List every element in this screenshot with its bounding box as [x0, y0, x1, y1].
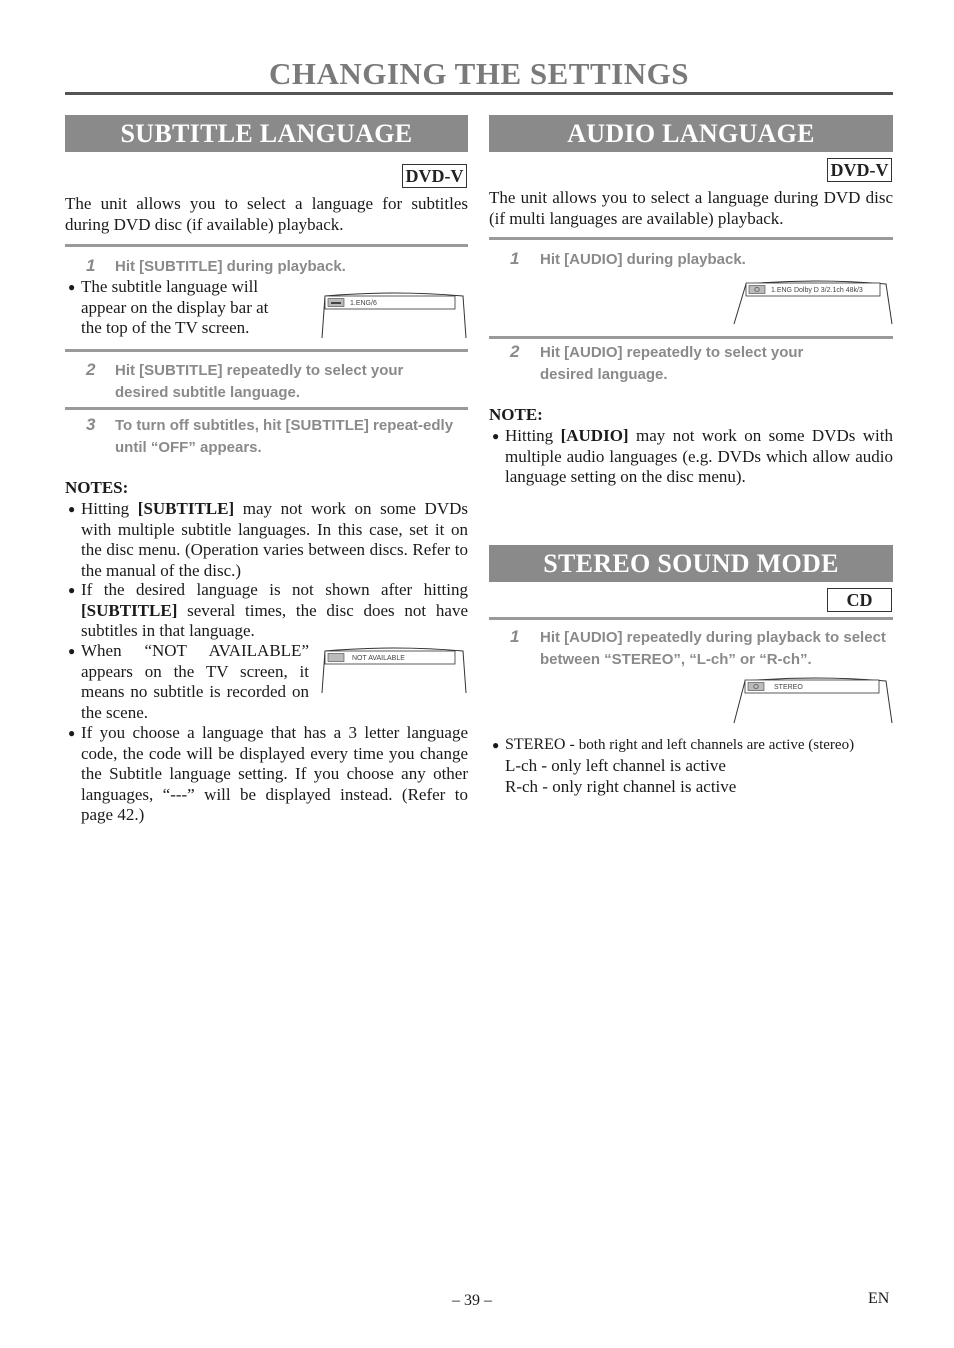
- osd-readout: STEREO: [774, 684, 803, 691]
- mode-line: R-ch - only right channel is active: [505, 777, 737, 796]
- step-number: 1: [510, 627, 520, 646]
- audio-icon: [748, 683, 764, 691]
- bullet-text: The subtitle language will appear on the display bar at the top of the TV screen.: [81, 277, 269, 337]
- note-item: [492, 426, 894, 488]
- stereo-bullet: [492, 735, 895, 756]
- bullet-item: [68, 277, 289, 339]
- osd-readout: 1.ENG Dolby D 3/2.1ch 48k/3: [771, 287, 863, 294]
- mode-name: STEREO -: [505, 736, 579, 753]
- divider: [65, 407, 468, 410]
- note-text: Hitting: [81, 499, 138, 518]
- subtitle-language-heading: SUBTITLE LANGUAGE: [65, 115, 468, 152]
- note-key: [AUDIO]: [560, 426, 629, 445]
- note-item: [68, 499, 469, 581]
- audio-intro: The unit allows you to select a language during DVD disc (if multi languages are available) playback.: [489, 188, 893, 228]
- stereo-sound-mode-heading: STEREO SOUND MODE: [489, 545, 893, 582]
- step-number: 1: [510, 249, 520, 268]
- note-key: [SUBTITLE]: [137, 499, 235, 518]
- step-text: Hit [SUBTITLE] repeatedly to select your desired subtitle language.: [115, 362, 404, 401]
- step-text: Hit [AUDIO] repeatedly during playback to select between “STEREO”, “L-ch” or “R-ch”.: [540, 629, 886, 668]
- bullet-dot: ●: [492, 738, 500, 752]
- dvd-v-badge: DVD-V: [827, 158, 892, 182]
- osd-readout: 1.ENG/6: [350, 300, 377, 307]
- note-text: When “NOT AVAILABLE” appears on the TV screen, it means no subtitle is recorded on the scene.: [81, 641, 309, 722]
- notes-label: NOTES:: [65, 478, 129, 497]
- divider: [489, 617, 893, 620]
- language-code: EN: [868, 1290, 890, 1307]
- bullet-dot: ●: [68, 644, 76, 658]
- step-number: 1: [86, 256, 96, 275]
- note-label: NOTE:: [489, 405, 543, 424]
- note-text: If you choose a language that has a 3 letter language code, the code will be displayed every time you change the Subtitle language setting. If you choose any other languages, “---” will be displayed instead. (Refer to page 42.): [81, 723, 468, 824]
- tv-screen-illustration: [320, 647, 468, 695]
- dvd-v-badge: DVD-V: [402, 164, 467, 188]
- step-text: Hit [SUBTITLE] during playback.: [115, 258, 346, 275]
- mode-line: L-ch - only left channel is active: [505, 756, 726, 775]
- bullet-dot: ●: [68, 280, 76, 294]
- audio-language-heading: AUDIO LANGUAGE: [489, 115, 893, 152]
- step-text: To turn off subtitles, hit [SUBTITLE] repeat-edly until “OFF” appears.: [115, 417, 454, 456]
- step-number: 2: [510, 342, 520, 361]
- mode-description: both right and left channels are active (stereo): [578, 737, 855, 753]
- bullet-dot: ●: [68, 726, 76, 740]
- divider: [65, 349, 468, 352]
- note-key: [SUBTITLE]: [81, 600, 178, 620]
- note-item: [68, 723, 468, 826]
- note-item: [68, 580, 468, 642]
- tv-screen-illustration: [740, 280, 892, 326]
- tv-screen-illustration: [320, 292, 468, 340]
- bullet-dot: ●: [68, 583, 76, 597]
- tv-screen-illustration: [740, 677, 892, 725]
- divider: [489, 237, 893, 240]
- divider: [489, 336, 893, 339]
- step-number: 3: [86, 415, 96, 434]
- step-text: Hit [AUDIO] repeatedly to select your desired language.: [540, 344, 804, 383]
- osd-readout: NOT AVAILABLE: [352, 655, 405, 662]
- note-text: may not work on some DVDs with multiple audio languages (e.g. DVDs which allow audio language setting on the disc menu).: [505, 426, 894, 486]
- mode-list: [505, 755, 736, 797]
- subtitle-intro: The unit allows you to select a language for subtitles during DVD disc (if available) playback.: [65, 194, 468, 234]
- audio-icon: [749, 286, 765, 294]
- page-title: CHANGING THE SETTINGS: [269, 56, 689, 91]
- step-number: 2: [86, 360, 96, 379]
- step-text: Hit [AUDIO] during playback.: [540, 251, 746, 268]
- bullet-dot: ●: [68, 502, 76, 516]
- page-number: – 39 –: [452, 1292, 492, 1309]
- note-text: If the desired language is not shown after hitting: [81, 580, 468, 599]
- note-item: [68, 641, 309, 723]
- note-text: Hitting: [505, 426, 561, 445]
- osd-marker: [328, 654, 344, 662]
- note-text: may not work on some DVDs with multiple subtitle languages. In this case, set it on the disc menu. (Operation varies between discs. Refer to the manual of the disc.): [81, 499, 469, 580]
- divider: [65, 244, 468, 247]
- title-rule: [65, 92, 893, 95]
- cd-badge: CD: [827, 588, 892, 612]
- subtitle-icon: [328, 299, 344, 307]
- note-text: several times, the disc does not have subtitles in that language.: [81, 600, 468, 640]
- bullet-dot: ●: [492, 429, 500, 443]
